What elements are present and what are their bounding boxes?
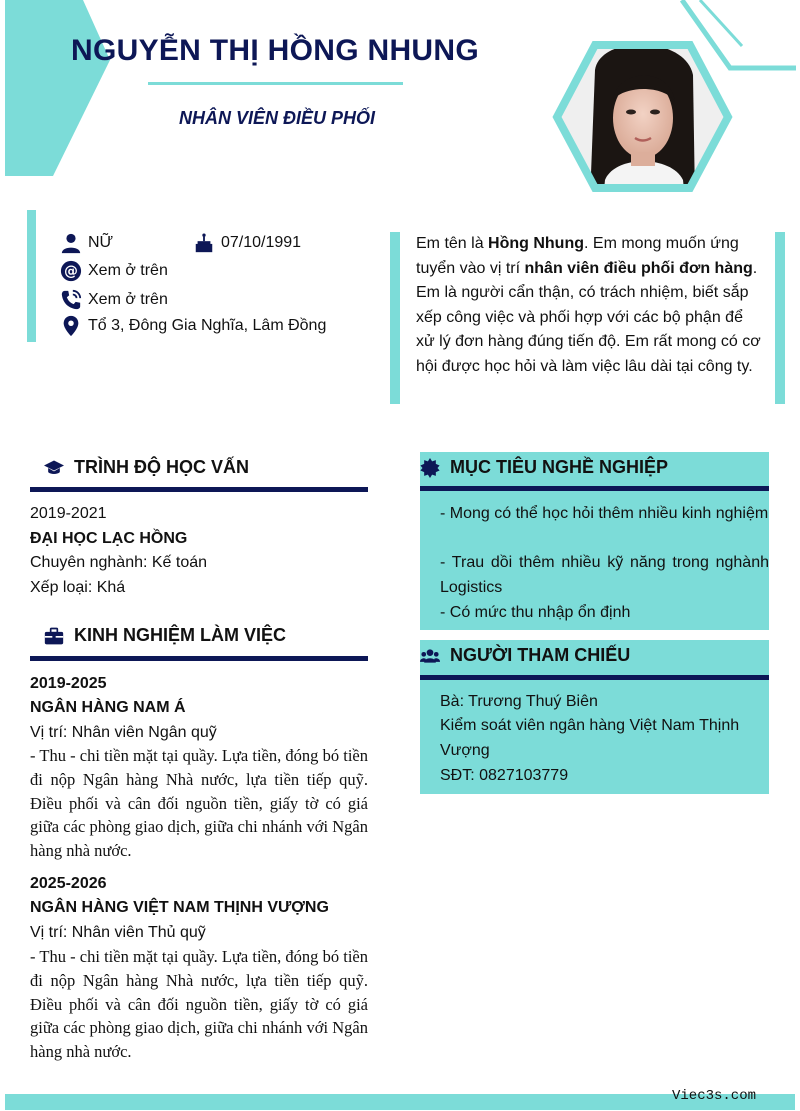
- education-rule: [30, 487, 368, 492]
- objective-item-3: - Có mức thu nhập ổn định: [440, 604, 631, 621]
- job-2-company: NGÂN HÀNG VIỆT NAM THỊNH VƯỢNG: [30, 899, 329, 916]
- name-underline: [148, 82, 403, 85]
- contact-accent-bar: [27, 210, 36, 342]
- phone-icon: [60, 289, 82, 311]
- reference-role: Kiểm soát viên ngân hàng Việt Nam Thịnh Vượng: [440, 717, 740, 759]
- graduation-cap-icon: [44, 458, 64, 478]
- profile-photo: [545, 30, 740, 200]
- email-value: Xem ở trên: [88, 262, 168, 279]
- objective-heading: MỤC TIÊU NGHỀ NGHIỆP: [450, 457, 669, 477]
- job-1-company: NGÂN HÀNG NAM Á: [30, 699, 186, 716]
- footer-brand: Viec3s.com: [672, 1088, 757, 1104]
- job-2-years: 2025-2026: [30, 875, 107, 892]
- phone-row: [60, 289, 168, 311]
- reference-rule: [420, 675, 769, 680]
- briefcase-icon: [44, 626, 64, 646]
- location-pin-icon: [60, 315, 82, 337]
- summary-position: nhân viên điều phối đơn hàng: [524, 259, 753, 277]
- education-grade: Xếp loại: Khá: [30, 579, 126, 596]
- job-1-years: 2019-2025: [30, 675, 107, 692]
- summary-text-1: Em tên là: [416, 235, 489, 252]
- experience-section-title: [44, 625, 286, 646]
- objective-item-1: - Mong có thể học hỏi thêm nhiều kinh nghiệm: [440, 505, 769, 522]
- person-icon: [60, 232, 82, 254]
- birthday-cake-icon: [193, 232, 215, 254]
- experience-rule: [30, 656, 368, 661]
- education-major: Chuyên nghành: Kế toán: [30, 554, 208, 571]
- reference-name: Bà: Trương Thuý Biên: [440, 693, 598, 710]
- gender-value: NỮ: [88, 234, 114, 251]
- candidate-name: NGUYỄN THỊ HỒNG NHUNG: [71, 34, 479, 67]
- users-group-icon: [420, 646, 440, 666]
- summary-accent-bar-right: [775, 232, 785, 404]
- education-school: ĐẠI HỌC LẠC HỒNG: [30, 530, 188, 547]
- education-heading: TRÌNH ĐỘ HỌC VẤN: [74, 457, 249, 477]
- birthday-row: [193, 232, 301, 254]
- summary-name: Hồng Nhung: [488, 235, 584, 252]
- phone-value: Xem ở trên: [88, 291, 168, 308]
- job-1-position: Vị trí: Nhân viên Ngân quỹ: [30, 724, 217, 741]
- summary-text-3: . Em là người cẩn thận, có trách nhiệm, biết sắp xếp công việc và phối hợp với các bộ phận để xử lý đơn hàng đúng tiến độ. Em rất mong có cơ hội được học hỏi và làm việc lâu dài tại công ty.: [416, 259, 761, 375]
- email-row: [60, 260, 168, 282]
- birthday-value: 07/10/1991: [221, 234, 302, 251]
- education-years: 2019-2021: [30, 505, 107, 522]
- reference-heading: NGƯỜI THAM CHIẾU: [450, 645, 631, 665]
- job-title: NHÂN VIÊN ĐIỀU PHỐI: [178, 108, 376, 128]
- address-row: [60, 315, 326, 337]
- reference-phone: SĐT: 0827103779: [440, 767, 569, 784]
- at-sign-icon: [60, 260, 82, 282]
- gender-row: [60, 232, 113, 254]
- job-2-position: Vị trí: Nhân viên Thủ quỹ: [30, 924, 206, 941]
- job-2-description: - Thu - chi tiền mặt tại quầy. Lựa tiền, đóng bó tiền đi nộp Ngân hàng Nhà nước, lựa tiền tiếp quỹ. Điều phối và cân đối nguồn tiền, giấy tờ có giá giữa các phòng giao dịch, giữa chi nhánh với Ngân hàng nhà nước.: [30, 947, 368, 1062]
- address-value: Tổ 3, Đông Gia Nghĩa, Lâm Đồng: [88, 317, 327, 334]
- gear-badge-icon: [420, 458, 440, 478]
- experience-heading: KINH NGHIỆM LÀM VIỆC: [74, 625, 287, 645]
- objective-item-2: - Trau dồi thêm nhiều kỹ năng trong nghành Logistics: [440, 554, 769, 596]
- svg-text:@: @: [64, 263, 78, 280]
- objective-rule: [420, 486, 769, 491]
- summary-text-2: . Em mong muốn ứng tuyển vào vị trí: [416, 235, 739, 277]
- header-decoration-left: [5, 0, 110, 176]
- summary-accent-bar-left: [390, 232, 400, 404]
- personal-summary: [416, 232, 764, 380]
- education-section-title: [44, 457, 249, 478]
- reference-section-title: [420, 645, 630, 666]
- job-1-description: - Thu - chi tiền mặt tại quầy. Lựa tiền, đóng bó tiền đi nộp Ngân hàng Nhà nước, lựa tiền tiếp quỹ. Điều phối và cân đối nguồn tiền, giấy tờ có giá giữa các phòng giao dịch, giữa chi nhánh với Ngân hàng nhà nước.: [30, 746, 368, 861]
- objective-section-title: [420, 457, 668, 478]
